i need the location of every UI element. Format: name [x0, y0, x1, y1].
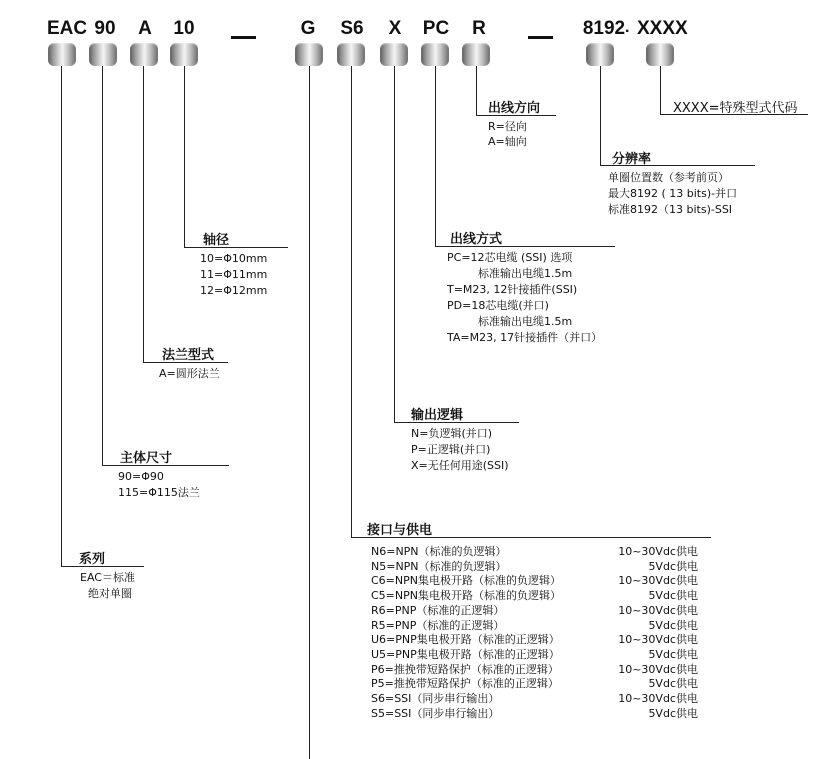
logic-title: 输出逻辑	[411, 408, 464, 423]
connector-shaft	[184, 66, 185, 247]
connector-body	[102, 66, 103, 465]
outlet-line: 标准输出电缆1.5m	[478, 267, 573, 280]
flange-line: A=圆形法兰	[159, 367, 220, 380]
interface-row-supply: 10~30Vdc供电	[618, 603, 698, 617]
interface-row-code: S5=SSI（同步串行输出）	[371, 706, 500, 720]
code-block-g	[295, 43, 323, 66]
shaft-line: 12=Φ12mm	[200, 284, 268, 297]
code-interface: S6	[340, 18, 364, 39]
code-logic: X	[388, 18, 402, 39]
code-block-logic	[380, 43, 408, 66]
logic-line: P=正逻辑(并口)	[411, 443, 491, 456]
direction-line: A=轴向	[488, 135, 527, 148]
interface-row-code: P5=推挽带短路保护（标准的正逻辑）	[371, 677, 559, 691]
code-block-shaft	[170, 43, 198, 66]
interface-row-code: S6=SSI（同步串行输出）	[371, 692, 500, 705]
code-block-resolution	[586, 43, 614, 66]
code-block-series	[48, 43, 76, 66]
connector-outlet	[435, 66, 436, 246]
shaft-line: 11=Φ11mm	[200, 268, 268, 281]
interface-row-supply: 5Vdc供电	[648, 589, 698, 603]
connector-flange	[143, 66, 144, 362]
separator-dot: .	[625, 19, 630, 36]
interface-row-code: N5=NPN（标准的负逻辑）	[371, 559, 507, 573]
interface-row-supply: 10~30Vdc供电	[618, 633, 698, 647]
interface-row-code: U6=PNP集电极开路（标准的正逻辑）	[371, 633, 560, 647]
connector-series	[61, 66, 62, 566]
code-special: XXXX	[637, 18, 688, 39]
direction-line: R=径向	[488, 120, 527, 133]
connector-interface	[351, 66, 352, 537]
shaft-title: 轴径	[203, 233, 230, 248]
separator-dash-1	[231, 36, 256, 39]
logic-line: N=负逻辑(并口)	[411, 427, 493, 440]
code-block-direction	[462, 43, 490, 66]
interface-row-supply: 10~30Vdc供电	[618, 662, 698, 676]
series-title: 系列	[79, 552, 106, 567]
interface-row-supply: 10~30Vdc供电	[618, 545, 698, 558]
interface-row-supply: 5Vdc供电	[648, 647, 698, 661]
interface-row-supply: 10~30Vdc供电	[618, 574, 698, 588]
outlet-line: TA=M23, 17针接插件（并口）	[447, 331, 603, 344]
separator-dash-2	[528, 36, 553, 39]
outlet-line: PC=12芯电缆 (SSI) 选项	[447, 251, 573, 264]
code-block-special	[646, 43, 674, 66]
code-flange: A	[138, 18, 152, 39]
resolution-line: 单圈位置数（参考前页）	[608, 171, 729, 184]
interface-title: 接口与供电	[367, 523, 433, 538]
code-body-size: 90	[94, 18, 116, 39]
flange-title: 法兰型式	[162, 348, 215, 363]
interface-row-supply: 5Vdc供电	[648, 677, 698, 691]
body-title: 主体尺寸	[120, 451, 173, 466]
outlet-line: T=M23, 12针接插件(SSI)	[447, 283, 578, 296]
outlet-line: PD=18芯电缆(并口)	[447, 299, 549, 312]
code-block-outlet	[421, 43, 449, 66]
connector-resolution	[600, 66, 601, 165]
connector-special	[660, 66, 661, 114]
interface-row-supply: 5Vdc供电	[648, 706, 698, 720]
series-line: EAC＝标准	[80, 571, 135, 584]
underline-shaft	[184, 247, 288, 248]
interface-row-supply: 5Vdc供电	[648, 618, 698, 632]
interface-row-supply: 5Vdc供电	[648, 559, 698, 573]
code-block-body	[89, 43, 117, 66]
outlet-title: 出线方式	[450, 232, 503, 247]
direction-title: 出线方向	[488, 101, 541, 116]
special-code-label: XXXX=特殊型式代码	[673, 101, 798, 116]
interface-row-code: P6=推挽带短路保护（标准的正逻辑）	[371, 662, 559, 676]
outlet-line: 标准输出电缆1.5m	[478, 315, 573, 328]
code-g: G	[300, 18, 316, 39]
code-direction: R	[472, 18, 486, 39]
interface-row-code: C5=NPN集电极开路（标准的负逻辑）	[371, 589, 561, 603]
interface-row-code: C6=NPN集电极开路（标准的负逻辑）	[371, 574, 561, 588]
logic-line: X=无任何用途(SSI)	[411, 459, 509, 472]
resolution-line: 标准8192（13 bits)-SSI	[608, 203, 733, 216]
interface-row-code: R6=PNP（标准的正逻辑）	[371, 603, 505, 617]
shaft-line: 10=Φ10mm	[200, 252, 268, 265]
connector-direction	[476, 66, 477, 115]
series-line: 绝对单圈	[88, 587, 132, 600]
code-block-interface	[337, 43, 365, 66]
code-shaft: 10	[173, 18, 195, 39]
code-block-flange	[130, 43, 158, 66]
body-line: 90=Φ90	[118, 470, 164, 483]
interface-row-code: U5=PNP集电极开路（标准的正逻辑）	[371, 647, 560, 661]
interface-row-code: N6=NPN（标准的负逻辑）	[371, 545, 507, 558]
resolution-title: 分辨率	[612, 152, 652, 167]
code-outlet: PC	[422, 18, 450, 39]
body-line: 115=Φ115法兰	[118, 486, 200, 499]
resolution-line: 最大8192 ( 13 bits)-并口	[608, 187, 738, 200]
connector-g	[309, 66, 310, 759]
connector-logic	[394, 66, 395, 422]
code-series: EAC	[46, 18, 88, 39]
code-resolution: 8192	[582, 18, 626, 39]
interface-row-supply: 10~30Vdc供电	[618, 692, 698, 705]
interface-row-code: R5=PNP（标准的正逻辑）	[371, 618, 505, 632]
